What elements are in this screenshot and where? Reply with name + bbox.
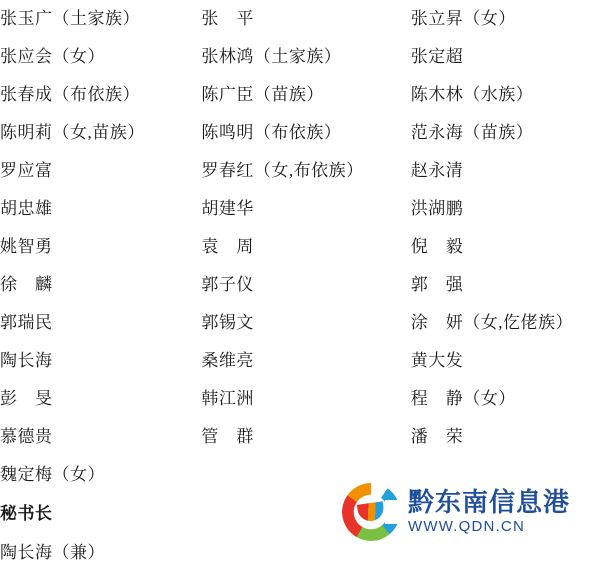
name-cell: 郭 强 [410,275,464,294]
name-cell [201,456,410,494]
table-row [0,0,600,38]
name-cell: 潘 荣 [410,427,464,446]
name-cell: 胡建华 [201,199,254,218]
name-cell [201,534,410,572]
watermark-url: WWW.QDN.CN [408,517,525,535]
name-cell: 桑维亮 [201,351,254,370]
name-cell: 范永海（苗族） [410,123,534,142]
name-cell: 张立昇（女） [410,9,516,28]
table-row [0,418,600,456]
name-cell: 张定超 [410,47,464,66]
table-row [0,152,600,190]
table-row [0,190,600,228]
name-cell: 陶长海 [0,351,53,370]
name-cell: 慕德贵 [0,427,53,446]
table-row [0,38,600,76]
empty-cell [201,494,410,534]
name-cell: 张 平 [201,9,254,28]
table-row [0,342,600,380]
section-heading-row [0,494,600,534]
name-cell: 姚智勇 [0,237,53,256]
table-row [0,456,600,494]
name-cell: 张应会（女） [0,47,105,66]
section-heading: 秘书长 [0,504,53,523]
name-cell: 程 静（女） [410,389,516,408]
table-row [0,228,600,266]
name-cell: 罗春红（女,布依族） [201,161,364,180]
name-cell: 张林鸿（土家族） [201,47,342,66]
name-cell: 魏定梅（女） [0,465,105,484]
name-cell: 陈鸣明（布依族） [201,123,342,142]
name-cell: 赵永清 [410,161,464,180]
name-cell: 胡忠雄 [0,199,53,218]
name-cell: 韩江洲 [201,389,254,408]
table-row [0,380,600,418]
name-cell: 陈木林（水族） [410,85,534,104]
name-cell: 徐 麟 [0,275,53,294]
table-row [0,76,600,114]
name-cell: 涂 妍（女,仡佬族） [410,313,573,332]
name-cell: 郭子仪 [201,275,254,294]
name-cell: 陈明莉（女,苗族） [0,123,145,142]
table-row [0,534,600,572]
watermark-title: 黔东南信息港 [408,488,571,518]
name-cell: 洪湖鹏 [410,199,464,218]
name-cell: 张玉广（土家族） [0,9,140,28]
name-cell: 陈广臣（苗族） [201,85,324,104]
empty-cell [411,494,600,534]
table-row [0,266,600,304]
name-cell: 郭锡文 [201,313,254,332]
table-row [0,304,600,342]
name-cell: 张春成（布依族） [0,85,140,104]
name-cell: 倪 毅 [410,237,464,256]
name-cell: 彭 旻 [0,389,53,408]
name-cell [411,456,600,494]
name-cell: 管 群 [201,427,254,446]
name-cell: 袁 周 [201,237,254,256]
name-cell: 罗应富 [0,161,53,180]
name-cell [411,534,600,572]
name-cell: 郭瑞民 [0,313,53,332]
table-row [0,114,600,152]
name-cell: 陶长海（兼） [0,543,105,562]
name-cell: 黄大发 [410,351,464,370]
